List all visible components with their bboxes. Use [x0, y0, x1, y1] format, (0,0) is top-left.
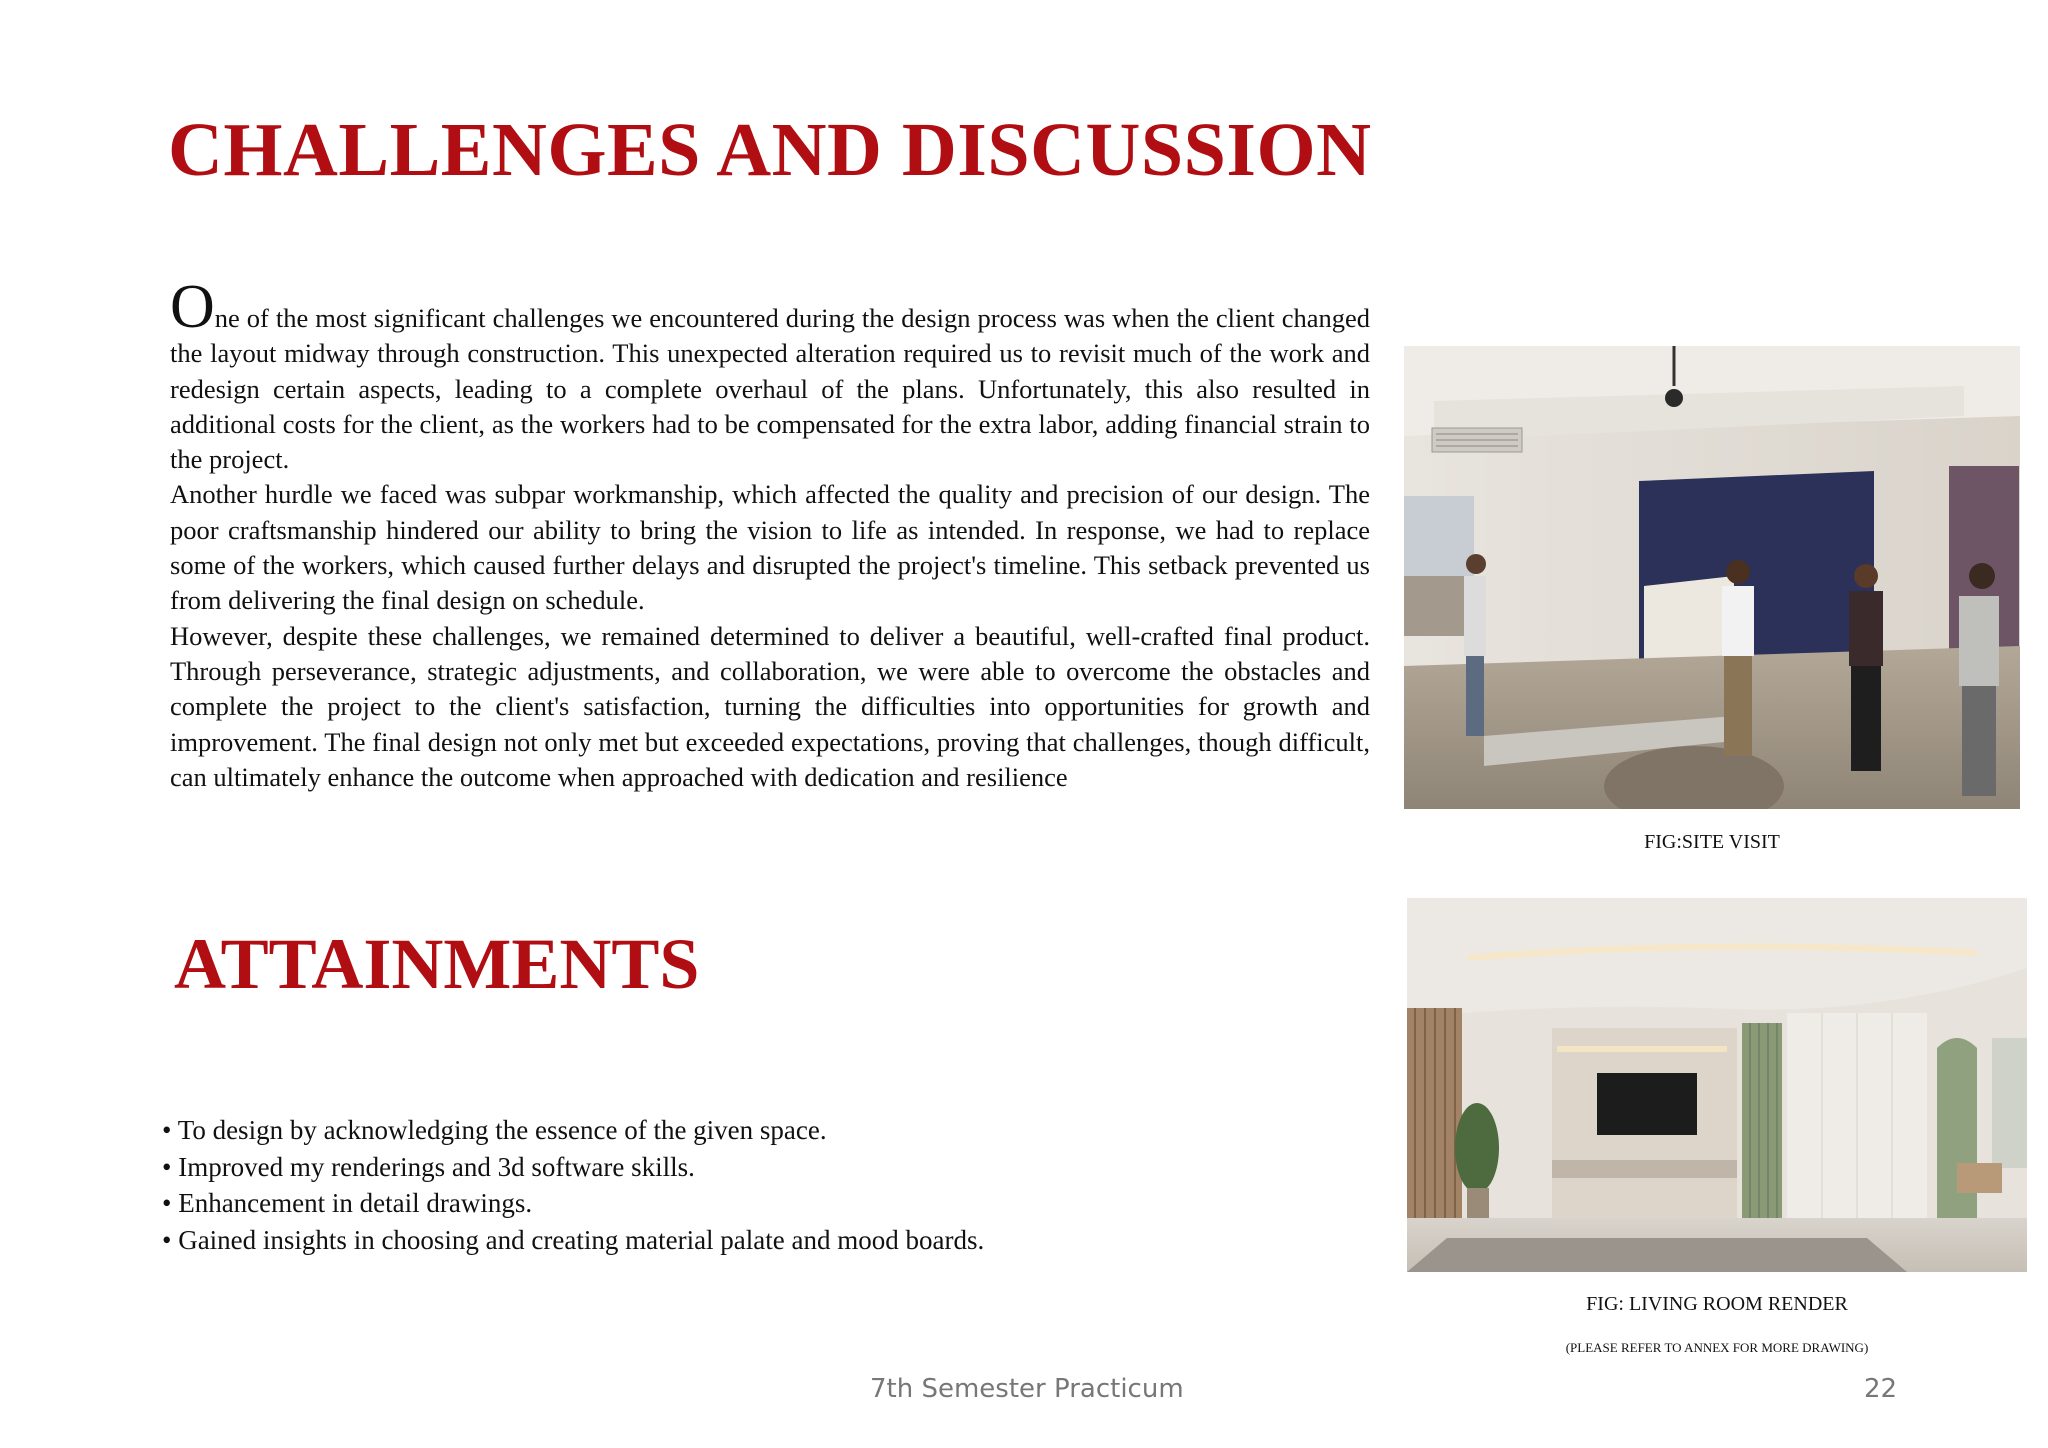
site-visit-photo — [1404, 346, 2020, 809]
living-room-render — [1407, 898, 2027, 1272]
attainments-list — [162, 1112, 984, 1258]
attainment-item: • Gained insights in choosing and creating material palate and mood boards. — [162, 1224, 985, 1255]
paragraph-1 — [170, 273, 1370, 477]
challenges-heading: CHALLENGES AND DISCUSSION — [168, 108, 1372, 192]
drop-cap: O — [170, 273, 215, 341]
footer-title: 7th Semester Practicum — [870, 1374, 1184, 1404]
paragraph-1-text: ne of the most significant challenges we encountered during the design process was when the client changed the layout midway through construction. This unexpected alteration required us to revisit much of the work and redesign certain aspects, leading to a complete overhaul of the plans. Unfortunately, this also resulted in additional costs for the client, as the workers had to be compensated for the extra labor, adding financial strain to the project. — [170, 303, 1370, 475]
render-caption: FIG: LIVING ROOM RENDER — [1586, 1293, 1848, 1315]
page-number: 22 — [1864, 1374, 1898, 1404]
annex-note: (PLEASE REFER TO ANNEX FOR MORE DRAWING) — [1565, 1340, 1869, 1355]
site-visit-caption: FIG:SITE VISIT — [1644, 831, 1780, 853]
attainment-item: • Enhancement in detail drawings. — [162, 1188, 533, 1218]
attainment-item: • To design by acknowledging the essence of the given space. — [162, 1115, 827, 1145]
challenges-body — [170, 273, 1370, 795]
paragraph-2: Another hurdle we faced was subpar workmanship, which affected the quality and precision of our design. The poor craftsmanship hindered our ability to bring the vision to life as intended. In response, we had to replace some of the workers, which caused further delays and disrupted the project's timeline. This setback prevented us from delivering the final design on schedule. — [170, 479, 1370, 616]
attainment-item: • Improved my renderings and 3d software skills. — [162, 1151, 695, 1182]
paragraph-3: However, despite these challenges, we remained determined to deliver a beautiful, well-crafted final product. Through perseverance, strategic adjustments, and collaboration, we were able to overcome the obstacles and complete the project to the client's satisfaction, turning the difficulties into opportunities for growth and improvement. The final design not only met but exceeded expectations, proving that challenges, though difficult, can ultimately enhance the outcome when approached with dedication and resilience — [170, 620, 1370, 792]
attainments-heading: ATTAINMENTS — [174, 924, 700, 1004]
